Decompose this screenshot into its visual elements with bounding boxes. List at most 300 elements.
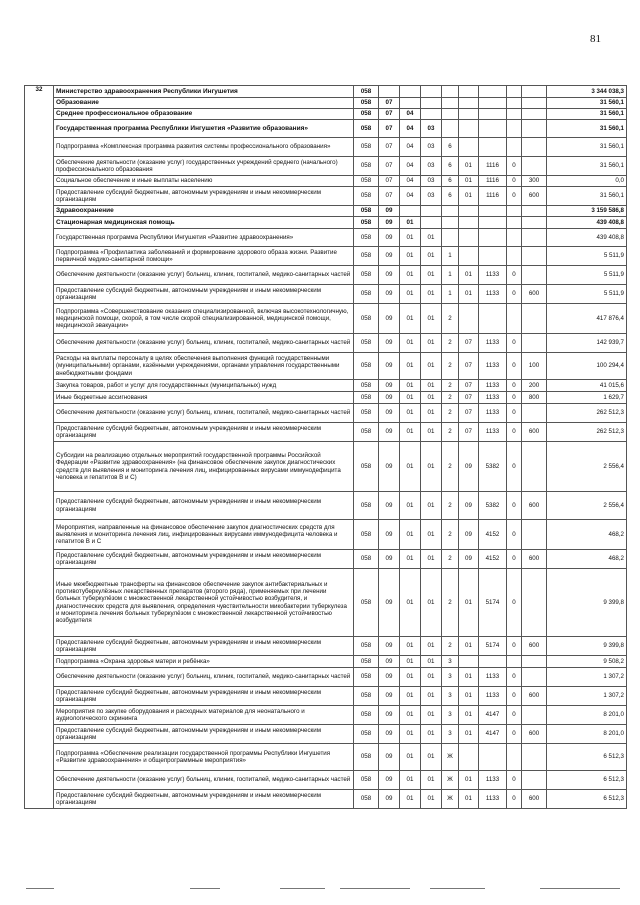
amount-cell: 31 560,1	[547, 120, 627, 138]
subprogram-code-cell: 2	[442, 392, 459, 404]
section-code-cell: 09	[379, 790, 400, 809]
direction-code-cell	[479, 656, 507, 668]
direction-suffix-cell: 0	[507, 706, 522, 725]
direction-code-cell: 4152	[479, 520, 507, 550]
subprogram-code-cell: 2	[442, 423, 459, 442]
table-row	[25, 392, 627, 404]
direction-code-cell: 4147	[479, 725, 507, 744]
subprogram-code-cell: 2	[442, 304, 459, 334]
direction-suffix-cell: 0	[507, 353, 522, 380]
subsection-code-cell: 01	[400, 771, 421, 790]
program-code-cell: 01	[421, 353, 442, 380]
footer-rule	[190, 888, 220, 889]
expense-name-cell: Иные межбюджетные трансферты на финансовое обеспечение закупок антибактериальных и противотуберкулёзных лекарственных препаратов (второго ряда), применяемых при лечении больных туберкулёзом с множественной лекарственной устойчивостью возбудителя, и диагностических средств для выявления, определения чувствительности микобактерии туберкулеза и мониторинга лечения больных туберкулёзом с множественной лекарственной устойчивостью возбудителя	[54, 569, 354, 637]
expense-name-cell: Подпрограмма «Обеспечение реализации государственной программы Республики Ингушетия «Развитие здравоохранения» и общепрограммные мероприятия»	[54, 744, 354, 771]
section-code-cell: 09	[379, 266, 400, 285]
subprogram-code-cell: 3	[442, 668, 459, 687]
section-code-cell: 09	[379, 285, 400, 304]
expense-type-cell	[522, 304, 547, 334]
section-code-cell: 09	[379, 687, 400, 706]
subsection-code-cell: 01	[400, 520, 421, 550]
expense-type-cell: 300	[522, 176, 547, 187]
activity-code-cell: 09	[459, 520, 479, 550]
subprogram-code-cell: 1	[442, 285, 459, 304]
activity-code-cell: 01	[459, 668, 479, 687]
admin-code-cell: 058	[354, 98, 379, 109]
activity-code-cell: 01	[459, 637, 479, 656]
amount-cell: 1 307,2	[547, 687, 627, 706]
expense-name-cell: Обеспечение деятельности (оказание услуг) больниц, клиник, госпиталей, медико-санитарных частей	[54, 771, 354, 790]
expense-name-cell: Образование	[54, 98, 354, 109]
amount-cell: 3 159 586,8	[547, 206, 627, 217]
direction-suffix-cell: 0	[507, 687, 522, 706]
direction-suffix-cell	[507, 86, 522, 98]
admin-code-cell: 058	[354, 569, 379, 637]
direction-code-cell	[479, 120, 507, 138]
expense-name-cell: Обеспечение деятельности (оказание услуг) государственных учреждений среднего (начального) профессионального образования	[54, 157, 354, 176]
section-code-cell: 07	[379, 120, 400, 138]
activity-code-cell	[459, 206, 479, 217]
table-row	[25, 120, 627, 138]
direction-suffix-cell	[507, 98, 522, 109]
admin-code-cell: 058	[354, 176, 379, 187]
table-row	[25, 423, 627, 442]
expense-name-cell: Предоставление субсидий бюджетным, автономным учреждениям и иным некоммерческим организациям	[54, 187, 354, 206]
table-row	[25, 138, 627, 157]
expense-name-cell: Обеспечение деятельности (оказание услуг) больниц, клиник, госпиталей, медико-санитарных частей	[54, 266, 354, 285]
table-row	[25, 176, 627, 187]
section-code-cell: 09	[379, 404, 400, 423]
admin-code-cell: 058	[354, 109, 379, 120]
section-code-cell: 09	[379, 668, 400, 687]
expense-type-cell: 200	[522, 380, 547, 392]
expense-name-cell: Обеспечение деятельности (оказание услуг) больниц, клиник, госпиталей, медико-санитарных частей	[54, 668, 354, 687]
table-row	[25, 790, 627, 809]
section-code-cell: 09	[379, 217, 400, 229]
subprogram-code-cell: 1	[442, 266, 459, 285]
direction-suffix-cell: 0	[507, 187, 522, 206]
amount-cell: 6 512,3	[547, 771, 627, 790]
table-row	[25, 404, 627, 423]
admin-code-cell: 058	[354, 266, 379, 285]
direction-suffix-cell: 0	[507, 334, 522, 353]
expense-name-cell: Предоставление субсидий бюджетным, автономным учреждениям и иным некоммерческим организациям	[54, 725, 354, 744]
expense-type-cell: 600	[522, 637, 547, 656]
subsection-code-cell: 01	[400, 790, 421, 809]
program-code-cell: 03	[421, 120, 442, 138]
activity-code-cell: 07	[459, 353, 479, 380]
direction-suffix-cell: 0	[507, 520, 522, 550]
direction-code-cell: 1133	[479, 266, 507, 285]
admin-code-cell: 058	[354, 304, 379, 334]
amount-cell: 262 512,3	[547, 404, 627, 423]
expense-name-cell: Стационарная медицинская помощь	[54, 217, 354, 229]
section-code-cell	[379, 86, 400, 98]
direction-suffix-cell	[507, 656, 522, 668]
amount-cell: 41 015,6	[547, 380, 627, 392]
direction-suffix-cell	[507, 217, 522, 229]
program-code-cell: 01	[421, 285, 442, 304]
section-code-cell: 09	[379, 304, 400, 334]
direction-suffix-cell: 0	[507, 569, 522, 637]
subsection-code-cell: 01	[400, 725, 421, 744]
expense-type-cell	[522, 656, 547, 668]
section-code-cell: 07	[379, 176, 400, 187]
activity-code-cell: 01	[459, 790, 479, 809]
subsection-code-cell: 04	[400, 157, 421, 176]
subsection-code-cell: 01	[400, 744, 421, 771]
subprogram-code-cell: 2	[442, 492, 459, 520]
table-row	[25, 157, 627, 176]
amount-cell: 5 511,9	[547, 266, 627, 285]
amount-cell: 31 560,1	[547, 138, 627, 157]
direction-code-cell: 1116	[479, 157, 507, 176]
table-row	[25, 380, 627, 392]
amount-cell: 100 294,4	[547, 353, 627, 380]
program-code-cell	[421, 98, 442, 109]
direction-suffix-cell	[507, 744, 522, 771]
expense-name-cell: Предоставление субсидий бюджетным, автономным учреждениям и иным некоммерческим организациям	[54, 687, 354, 706]
direction-code-cell: 1133	[479, 790, 507, 809]
subprogram-code-cell: 2	[442, 520, 459, 550]
amount-cell: 31 560,1	[547, 98, 627, 109]
program-code-cell: 03	[421, 138, 442, 157]
direction-suffix-cell: 0	[507, 550, 522, 569]
expense-type-cell	[522, 157, 547, 176]
expense-name-cell: Иные бюджетные ассигнования	[54, 392, 354, 404]
subprogram-code-cell: 6	[442, 176, 459, 187]
admin-code-cell: 058	[354, 229, 379, 247]
direction-code-cell: 1133	[479, 404, 507, 423]
table-row	[25, 569, 627, 637]
program-code-cell: 01	[421, 771, 442, 790]
subsection-code-cell: 04	[400, 120, 421, 138]
section-code-cell: 09	[379, 725, 400, 744]
footer-rule	[540, 888, 620, 889]
expense-type-cell	[522, 334, 547, 353]
table-row	[25, 206, 627, 217]
footer-rule	[280, 888, 325, 889]
direction-code-cell: 5382	[479, 442, 507, 492]
expense-name-cell: Закупка товаров, работ и услуг для государственных (муниципальных) нужд	[54, 380, 354, 392]
expense-name-cell: Предоставление субсидий бюджетным, автономным учреждениям и иным некоммерческим организациям	[54, 492, 354, 520]
subsection-code-cell: 01	[400, 353, 421, 380]
admin-code-cell: 058	[354, 706, 379, 725]
expense-type-cell	[522, 706, 547, 725]
direction-suffix-cell: 0	[507, 285, 522, 304]
admin-code-cell: 058	[354, 492, 379, 520]
table-row	[25, 656, 627, 668]
section-code-cell: 09	[379, 637, 400, 656]
subsection-code-cell: 04	[400, 138, 421, 157]
direction-suffix-cell: 0	[507, 668, 522, 687]
subprogram-code-cell: 2	[442, 334, 459, 353]
subsection-code-cell: 01	[400, 380, 421, 392]
direction-suffix-cell: 0	[507, 423, 522, 442]
table-row	[25, 247, 627, 266]
activity-code-cell: 07	[459, 392, 479, 404]
amount-cell: 417 876,4	[547, 304, 627, 334]
table-row	[25, 86, 627, 98]
admin-code-cell: 058	[354, 157, 379, 176]
activity-code-cell: 09	[459, 442, 479, 492]
amount-cell: 3 344 038,3	[547, 86, 627, 98]
expense-name-cell: Подпрограмма «Совершенствование оказания специализированной, включая высокотехнологичную, медицинской помощи, скорой, в том числе скорой специализированной, медицинской помощи, медицинской эвакуации»	[54, 304, 354, 334]
activity-code-cell: 01	[459, 771, 479, 790]
activity-code-cell	[459, 247, 479, 266]
admin-code-cell: 058	[354, 637, 379, 656]
activity-code-cell: 09	[459, 550, 479, 569]
direction-suffix-cell: 0	[507, 637, 522, 656]
amount-cell: 6 512,3	[547, 744, 627, 771]
subprogram-code-cell: 3	[442, 687, 459, 706]
program-code-cell: 01	[421, 744, 442, 771]
direction-code-cell: 5174	[479, 637, 507, 656]
program-code-cell: 01	[421, 687, 442, 706]
admin-code-cell: 058	[354, 380, 379, 392]
expense-type-cell	[522, 771, 547, 790]
admin-code-cell: 058	[354, 285, 379, 304]
program-code-cell: 01	[421, 656, 442, 668]
admin-code-cell: 058	[354, 187, 379, 206]
expense-name-cell: Здравоохранение	[54, 206, 354, 217]
subprogram-code-cell: 6	[442, 157, 459, 176]
activity-code-cell	[459, 138, 479, 157]
activity-code-cell: 07	[459, 423, 479, 442]
program-code-cell: 01	[421, 668, 442, 687]
amount-cell: 262 512,3	[547, 423, 627, 442]
program-code-cell: 01	[421, 392, 442, 404]
direction-suffix-cell: 0	[507, 392, 522, 404]
program-code-cell: 01	[421, 569, 442, 637]
subsection-code-cell: 01	[400, 423, 421, 442]
direction-suffix-cell: 0	[507, 266, 522, 285]
direction-code-cell: 1133	[479, 334, 507, 353]
program-code-cell	[421, 109, 442, 120]
program-code-cell	[421, 217, 442, 229]
amount-cell: 8 201,0	[547, 706, 627, 725]
amount-cell: 1 307,2	[547, 668, 627, 687]
subsection-code-cell: 01	[400, 247, 421, 266]
direction-suffix-cell	[507, 138, 522, 157]
section-code-cell: 09	[379, 744, 400, 771]
admin-code-cell: 058	[354, 423, 379, 442]
expense-name-cell: Мероприятия, направленные на финансовое обеспечение закупок диагностических средств для выявления и мониторинга лечения лиц, инфицированных вирусами иммунодефицита человека и гепатитов В и С	[54, 520, 354, 550]
expense-name-cell: Подпрограмма «Охрана здоровья матери и ребёнка»	[54, 656, 354, 668]
direction-suffix-cell	[507, 304, 522, 334]
program-code-cell: 01	[421, 790, 442, 809]
subsection-code-cell: 01	[400, 217, 421, 229]
amount-cell: 0,0	[547, 176, 627, 187]
direction-code-cell: 1133	[479, 687, 507, 706]
table-row	[25, 550, 627, 569]
subsection-code-cell: 01	[400, 229, 421, 247]
subsection-code-cell: 01	[400, 637, 421, 656]
expense-name-cell: Министерство здравоохранения Республики Ингушетия	[54, 86, 354, 98]
amount-cell: 31 560,1	[547, 109, 627, 120]
activity-code-cell: 01	[459, 285, 479, 304]
table-row	[25, 771, 627, 790]
direction-code-cell: 4152	[479, 550, 507, 569]
expense-type-cell: 600	[522, 790, 547, 809]
table-row	[25, 492, 627, 520]
subsection-code-cell: 01	[400, 442, 421, 492]
direction-code-cell	[479, 138, 507, 157]
subprogram-code-cell: 2	[442, 637, 459, 656]
expense-name-cell: Социальное обеспечение и иные выплаты населению	[54, 176, 354, 187]
admin-code-cell: 058	[354, 206, 379, 217]
expense-type-cell: 600	[522, 492, 547, 520]
expense-name-cell: Субсидии на реализацию отдельных мероприятий государственной программы Российской Федерации «Развитие здравоохранения» (на финансовое обеспечение закупок диагностических средств для выявления и мониторинга лечения лиц, инфицированных вирусами иммунодефицита человека и гепатитов В и С)	[54, 442, 354, 492]
section-code-cell: 07	[379, 157, 400, 176]
program-code-cell	[421, 206, 442, 217]
program-code-cell: 01	[421, 380, 442, 392]
subprogram-code-cell: 6	[442, 138, 459, 157]
subprogram-code-cell	[442, 206, 459, 217]
subprogram-code-cell: Ж	[442, 790, 459, 809]
expense-name-cell: Расходы на выплаты персоналу в целях обеспечения выполнения функций государственными (муниципальными) органами, казёнными учреждениями, органами управления государственными внебюджетными фондами	[54, 353, 354, 380]
activity-code-cell	[459, 109, 479, 120]
program-code-cell: 01	[421, 550, 442, 569]
admin-code-cell: 058	[354, 744, 379, 771]
section-code-cell: 07	[379, 187, 400, 206]
subprogram-code-cell: 2	[442, 404, 459, 423]
admin-code-cell: 058	[354, 442, 379, 492]
subprogram-code-cell: 2	[442, 353, 459, 380]
expense-name-cell: Предоставление субсидий бюджетным, автономным учреждениям и иным некоммерческим организациям	[54, 790, 354, 809]
direction-code-cell	[479, 109, 507, 120]
expense-type-cell	[522, 744, 547, 771]
subprogram-code-cell	[442, 120, 459, 138]
admin-code-cell: 058	[354, 725, 379, 744]
direction-code-cell: 1133	[479, 771, 507, 790]
activity-code-cell: 01	[459, 725, 479, 744]
table-row	[25, 706, 627, 725]
subprogram-code-cell	[442, 98, 459, 109]
expense-name-cell: Обеспечение деятельности (оказание услуг) больниц, клиник, госпиталей, медико-санитарных частей	[54, 404, 354, 423]
section-code-cell: 09	[379, 771, 400, 790]
direction-code-cell	[479, 86, 507, 98]
activity-code-cell: 01	[459, 157, 479, 176]
direction-suffix-cell: 0	[507, 380, 522, 392]
expense-type-cell	[522, 138, 547, 157]
activity-code-cell: 01	[459, 687, 479, 706]
subprogram-code-cell	[442, 229, 459, 247]
expense-type-cell	[522, 668, 547, 687]
program-code-cell: 01	[421, 229, 442, 247]
table-row	[25, 353, 627, 380]
expense-name-cell: Среднее профессиональное образование	[54, 109, 354, 120]
subsection-code-cell	[400, 98, 421, 109]
direction-suffix-cell: 0	[507, 157, 522, 176]
subprogram-code-cell: 2	[442, 550, 459, 569]
subprogram-code-cell	[442, 217, 459, 229]
expense-type-cell: 800	[522, 392, 547, 404]
subprogram-code-cell: 3	[442, 706, 459, 725]
subsection-code-cell: 01	[400, 285, 421, 304]
section-code-cell: 09	[379, 353, 400, 380]
program-code-cell: 01	[421, 304, 442, 334]
table-row	[25, 109, 627, 120]
table-row	[25, 266, 627, 285]
expense-type-cell: 100	[522, 353, 547, 380]
expense-name-cell: Предоставление субсидий бюджетным, автономным учреждениям и иным некоммерческим организациям	[54, 550, 354, 569]
admin-code-cell: 058	[354, 334, 379, 353]
activity-code-cell: 07	[459, 380, 479, 392]
subsection-code-cell	[400, 86, 421, 98]
table-row	[25, 442, 627, 492]
admin-code-cell: 058	[354, 120, 379, 138]
activity-code-cell: 01	[459, 266, 479, 285]
activity-code-cell	[459, 86, 479, 98]
expense-type-cell: 600	[522, 550, 547, 569]
program-code-cell: 01	[421, 725, 442, 744]
footer-rule	[430, 888, 485, 889]
admin-code-cell: 058	[354, 687, 379, 706]
direction-code-cell	[479, 229, 507, 247]
subsection-code-cell: 01	[400, 550, 421, 569]
amount-cell: 8 201,0	[547, 725, 627, 744]
direction-suffix-cell: 0	[507, 771, 522, 790]
table-row	[25, 744, 627, 771]
section-code-cell: 09	[379, 569, 400, 637]
expense-type-cell: 600	[522, 285, 547, 304]
expense-name-cell: Предоставление субсидий бюджетным, автономным учреждениям и иным некоммерческим организациям	[54, 285, 354, 304]
amount-cell: 468,2	[547, 550, 627, 569]
expense-type-cell: 600	[522, 725, 547, 744]
direction-code-cell: 1133	[479, 285, 507, 304]
program-code-cell	[421, 86, 442, 98]
activity-code-cell: 01	[459, 187, 479, 206]
expense-type-cell	[522, 86, 547, 98]
program-code-cell: 01	[421, 492, 442, 520]
row-number-cell: 32	[25, 86, 54, 809]
activity-code-cell: 01	[459, 569, 479, 637]
admin-code-cell: 058	[354, 86, 379, 98]
direction-suffix-cell: 0	[507, 790, 522, 809]
budget-table	[24, 85, 627, 809]
expense-type-cell: 600	[522, 187, 547, 206]
admin-code-cell: 058	[354, 656, 379, 668]
subprogram-code-cell: 3	[442, 725, 459, 744]
budget-table-body	[25, 86, 627, 809]
subsection-code-cell: 01	[400, 334, 421, 353]
activity-code-cell: 07	[459, 404, 479, 423]
expense-type-cell	[522, 442, 547, 492]
subsection-code-cell: 01	[400, 266, 421, 285]
direction-code-cell: 5174	[479, 569, 507, 637]
program-code-cell: 03	[421, 187, 442, 206]
subsection-code-cell: 01	[400, 404, 421, 423]
admin-code-cell: 058	[354, 404, 379, 423]
amount-cell: 1 629,7	[547, 392, 627, 404]
direction-code-cell	[479, 98, 507, 109]
table-row	[25, 98, 627, 109]
table-row	[25, 725, 627, 744]
amount-cell: 31 560,1	[547, 157, 627, 176]
amount-cell: 9 399,8	[547, 637, 627, 656]
subprogram-code-cell: Ж	[442, 771, 459, 790]
section-code-cell: 07	[379, 98, 400, 109]
activity-code-cell	[459, 744, 479, 771]
direction-code-cell: 1133	[479, 392, 507, 404]
expense-name-cell: Предоставление субсидий бюджетным, автономным учреждениям и иным некоммерческим организациям	[54, 423, 354, 442]
subsection-code-cell: 01	[400, 492, 421, 520]
admin-code-cell: 058	[354, 138, 379, 157]
section-code-cell: 09	[379, 423, 400, 442]
amount-cell: 31 560,1	[547, 187, 627, 206]
table-row	[25, 187, 627, 206]
